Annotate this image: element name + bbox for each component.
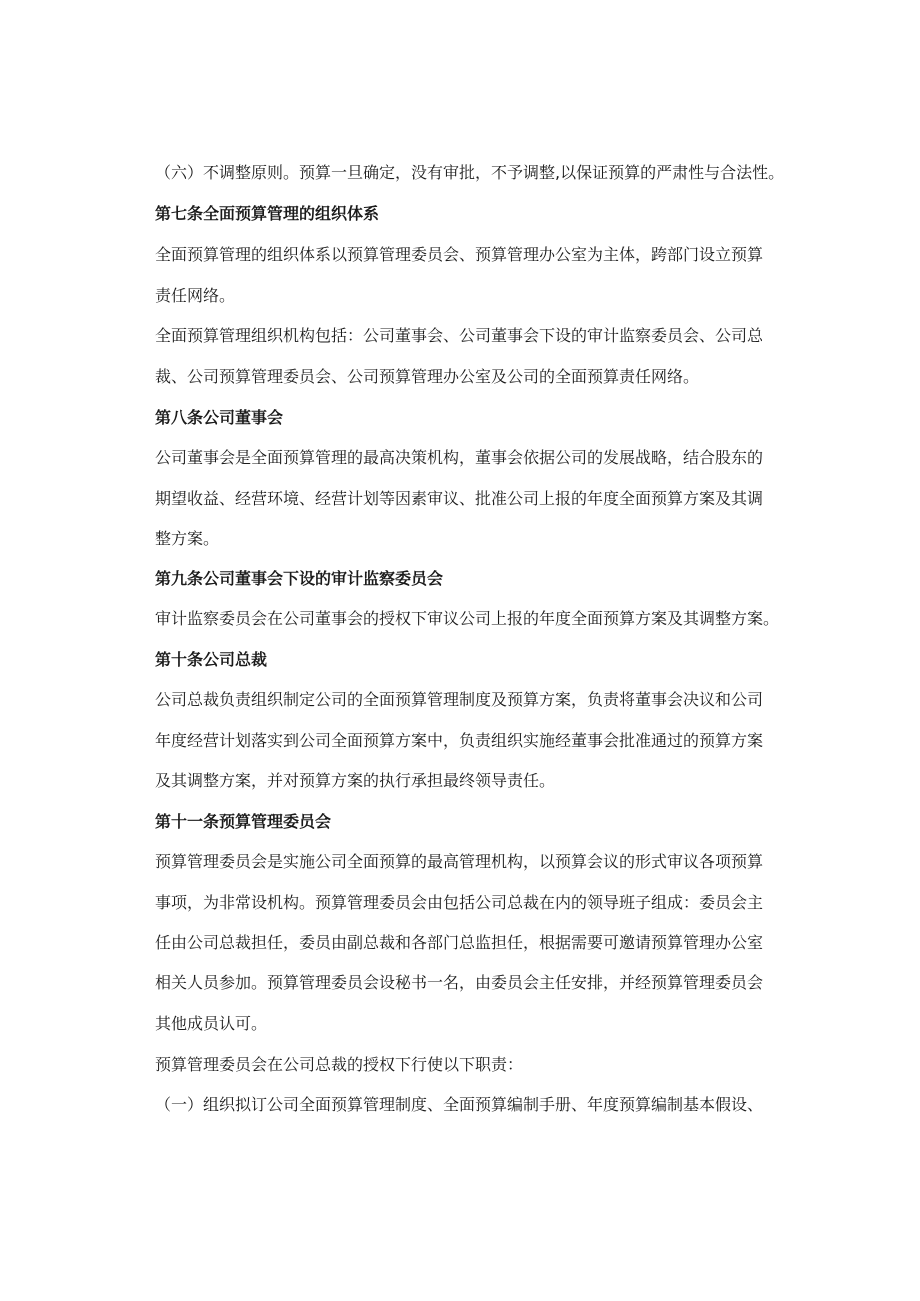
paragraph-line: 公司总裁负责组织制定公司的全面预算管理制度及预算方案，负责将董事会决议和公司 bbox=[155, 690, 764, 709]
paragraph-line: 其他成员认可。 bbox=[155, 1014, 268, 1033]
paragraph-line: 整方案。 bbox=[155, 529, 220, 548]
paragraph-line: 任由公司总裁担任，委员由副总裁和各部门总监担任，根据需要可邀请预算管理办公室 bbox=[155, 933, 764, 952]
paragraph-line: 审计监察委员会在公司董事会的授权下审议公司上报的年度全面预算方案及其调整方案。 bbox=[155, 609, 780, 628]
paragraph-line: 事项，为非常设机构。预算管理委员会由包括公司总裁在内的领导班子组成：委员会主 bbox=[155, 893, 764, 912]
paragraph-line: 裁、公司预算管理委员会、公司预算管理办公室及公司的全面预算责任网络。 bbox=[155, 367, 700, 386]
article-heading: 第十一条预算管理委员会 bbox=[155, 812, 332, 831]
paragraph-line: 公司董事会是全面预算管理的最高决策机构，董事会依据公司的发展战略，结合股东的 bbox=[155, 448, 764, 467]
paragraph-line: 全面预算管理组织机构包括：公司董事会、公司董事会下设的审计监察委员会、公司总 bbox=[155, 326, 764, 345]
article-heading: 第十条公司总裁 bbox=[155, 650, 268, 669]
paragraph-line: 年度经营计划落实到公司全面预算方案中，负责组织实施经董事会批准通过的预算方案 bbox=[155, 731, 764, 750]
paragraph-line: （一）组织拟订公司全面预算管理制度、全面预算编制手册、年度预算编制基本假设、 bbox=[155, 1095, 764, 1114]
paragraph-line: 相关人员参加。预算管理委员会设秘书一名，由委员会主任安排，并经预算管理委员会 bbox=[155, 973, 764, 992]
paragraph-line: 及其调整方案，并对预算方案的执行承担最终领导责任。 bbox=[155, 771, 556, 790]
paragraph-line: （六）不调整原则。预算一旦确定，没有审批，不予调整,以保证预算的严肃性与合法性。 bbox=[155, 163, 785, 182]
article-heading: 第七条全面预算管理的组织体系 bbox=[155, 204, 380, 223]
article-heading: 第八条公司董事会 bbox=[155, 408, 284, 427]
paragraph-line: 预算管理委员会在公司总裁的授权下行使以下职责： bbox=[155, 1055, 524, 1074]
paragraph-line: 预算管理委员会是实施公司全面预算的最高管理机构，以预算会议的形式审议各项预算 bbox=[155, 852, 764, 871]
article-heading: 第九条公司董事会下设的审计监察委员会 bbox=[155, 569, 444, 588]
paragraph-line: 期望收益、经营环境、经营计划等因素审议、批准公司上报的年度全面预算方案及其调 bbox=[155, 489, 764, 508]
paragraph-line: 责任网络。 bbox=[155, 286, 236, 305]
paragraph-line: 全面预算管理的组织体系以预算管理委员会、预算管理办公室为主体，跨部门设立预算 bbox=[155, 245, 764, 264]
